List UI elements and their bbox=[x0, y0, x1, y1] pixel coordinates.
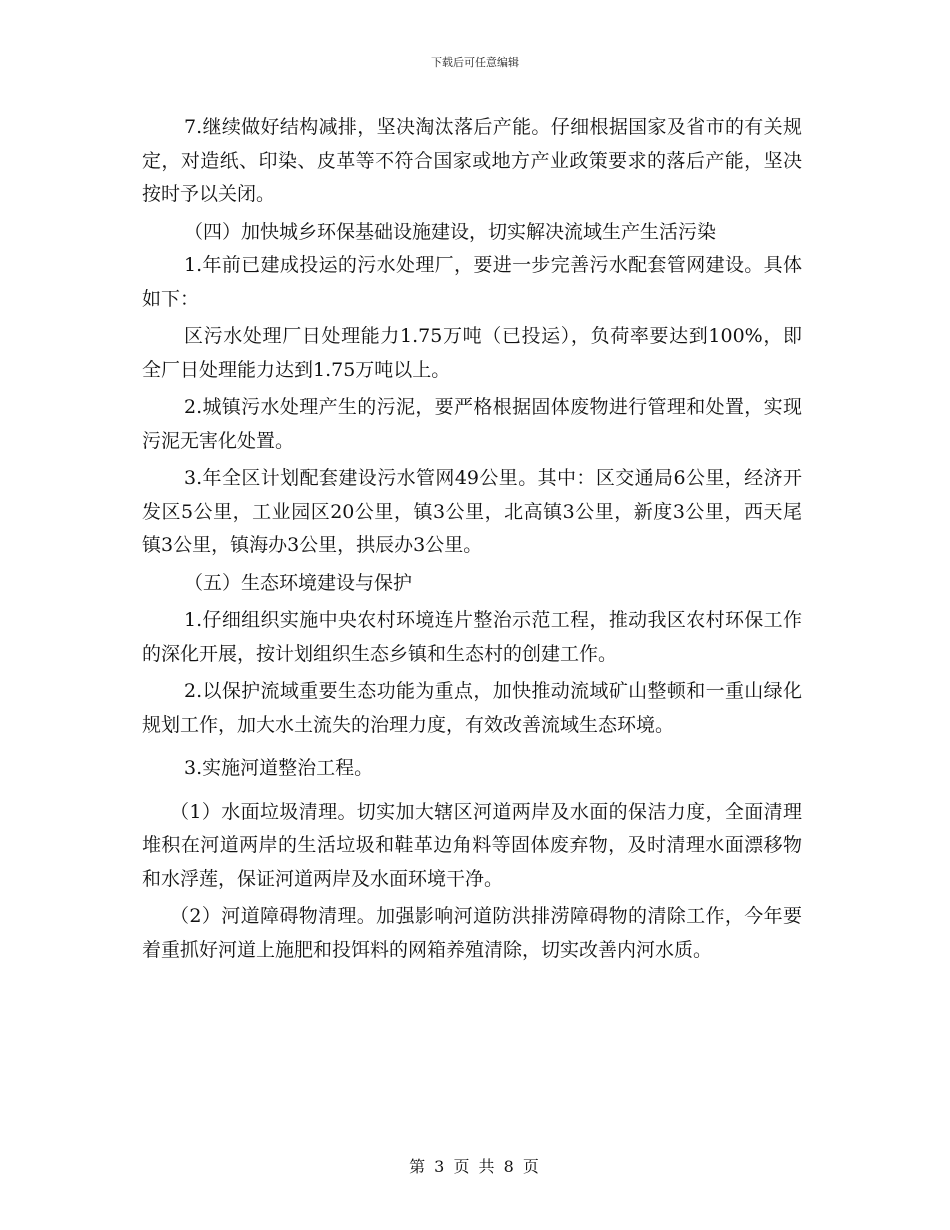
document-body bbox=[142, 111, 802, 967]
paragraph-6: 1.仔细组织实施中央农村环境连片整治示范工程，推动我区农村环保工作的深化开展，按计划组织生态乡镇和生态村的创建工作。 bbox=[142, 609, 802, 665]
paragraph-5: 3.年全区计划配套建设污水管网49公里。其中：区交通局6公里，经济开发区5公里，工业园区20公里，镇3公里，北高镇3公里，新度3公里，西天尾镇3公里，镇海办3公里，拱辰办3公里。 bbox=[142, 467, 802, 556]
section-heading-5: （五）生态环境建设与保护 bbox=[184, 571, 413, 594]
page-header: 下载后可任意编辑 bbox=[431, 56, 519, 69]
paragraph-8: 3.实施河道整治工程。 bbox=[184, 757, 374, 779]
paragraph-1: 7.继续做好结构减排，坚决淘汰落后产能。仔细根据国家及省市的有关规定，对造纸、印染、皮革等不符合国家或地方产业政策要求的落后产能，坚决按时予以关闭。 bbox=[142, 116, 802, 205]
paragraph-9: （1）水面垃圾清理。切实加大辖区河道两岸及水面的保洁力度，全面清理堆积在河道两岸的生活垃圾和鞋革边角料等固体废弃物，及时清理水面漂移物和水浮莲，保证河道两岸及水面环境干净。 bbox=[142, 800, 802, 890]
paragraph-10: （2）河道障碍物清理。加强影响河道防洪排涝障碍物的清除工作，今年要着重抓好河道上施肥和投饵料的网箱养殖清除，切实改善内河水质。 bbox=[142, 905, 802, 961]
section-heading-4: （四）加快城乡环保基础设施建设，切实解决流域生产生活污染 bbox=[184, 220, 717, 243]
paragraph-7: 2.以保护流域重要生态功能为重点，加快推动流域矿山整顿和一重山绿化规划工作，加大水土流失的治理力度，有效改善流域生态环境。 bbox=[142, 680, 802, 736]
page-footer: 第 3 页 共 8 页 bbox=[409, 1157, 541, 1176]
paragraph-2: 1.年前已建成投运的污水处理厂，要进一步完善污水配套管网建设。具体如下： bbox=[142, 254, 802, 310]
paragraph-3: 区污水处理厂日处理能力1.75万吨（已投运），负荷率要达到100%，即全厂日处理能力达到1.75万吨以上。 bbox=[142, 325, 802, 381]
paragraph-4: 2.城镇污水处理产生的污泥，要严格根据固体废物进行管理和处置，实现污泥无害化处置。 bbox=[142, 396, 802, 452]
